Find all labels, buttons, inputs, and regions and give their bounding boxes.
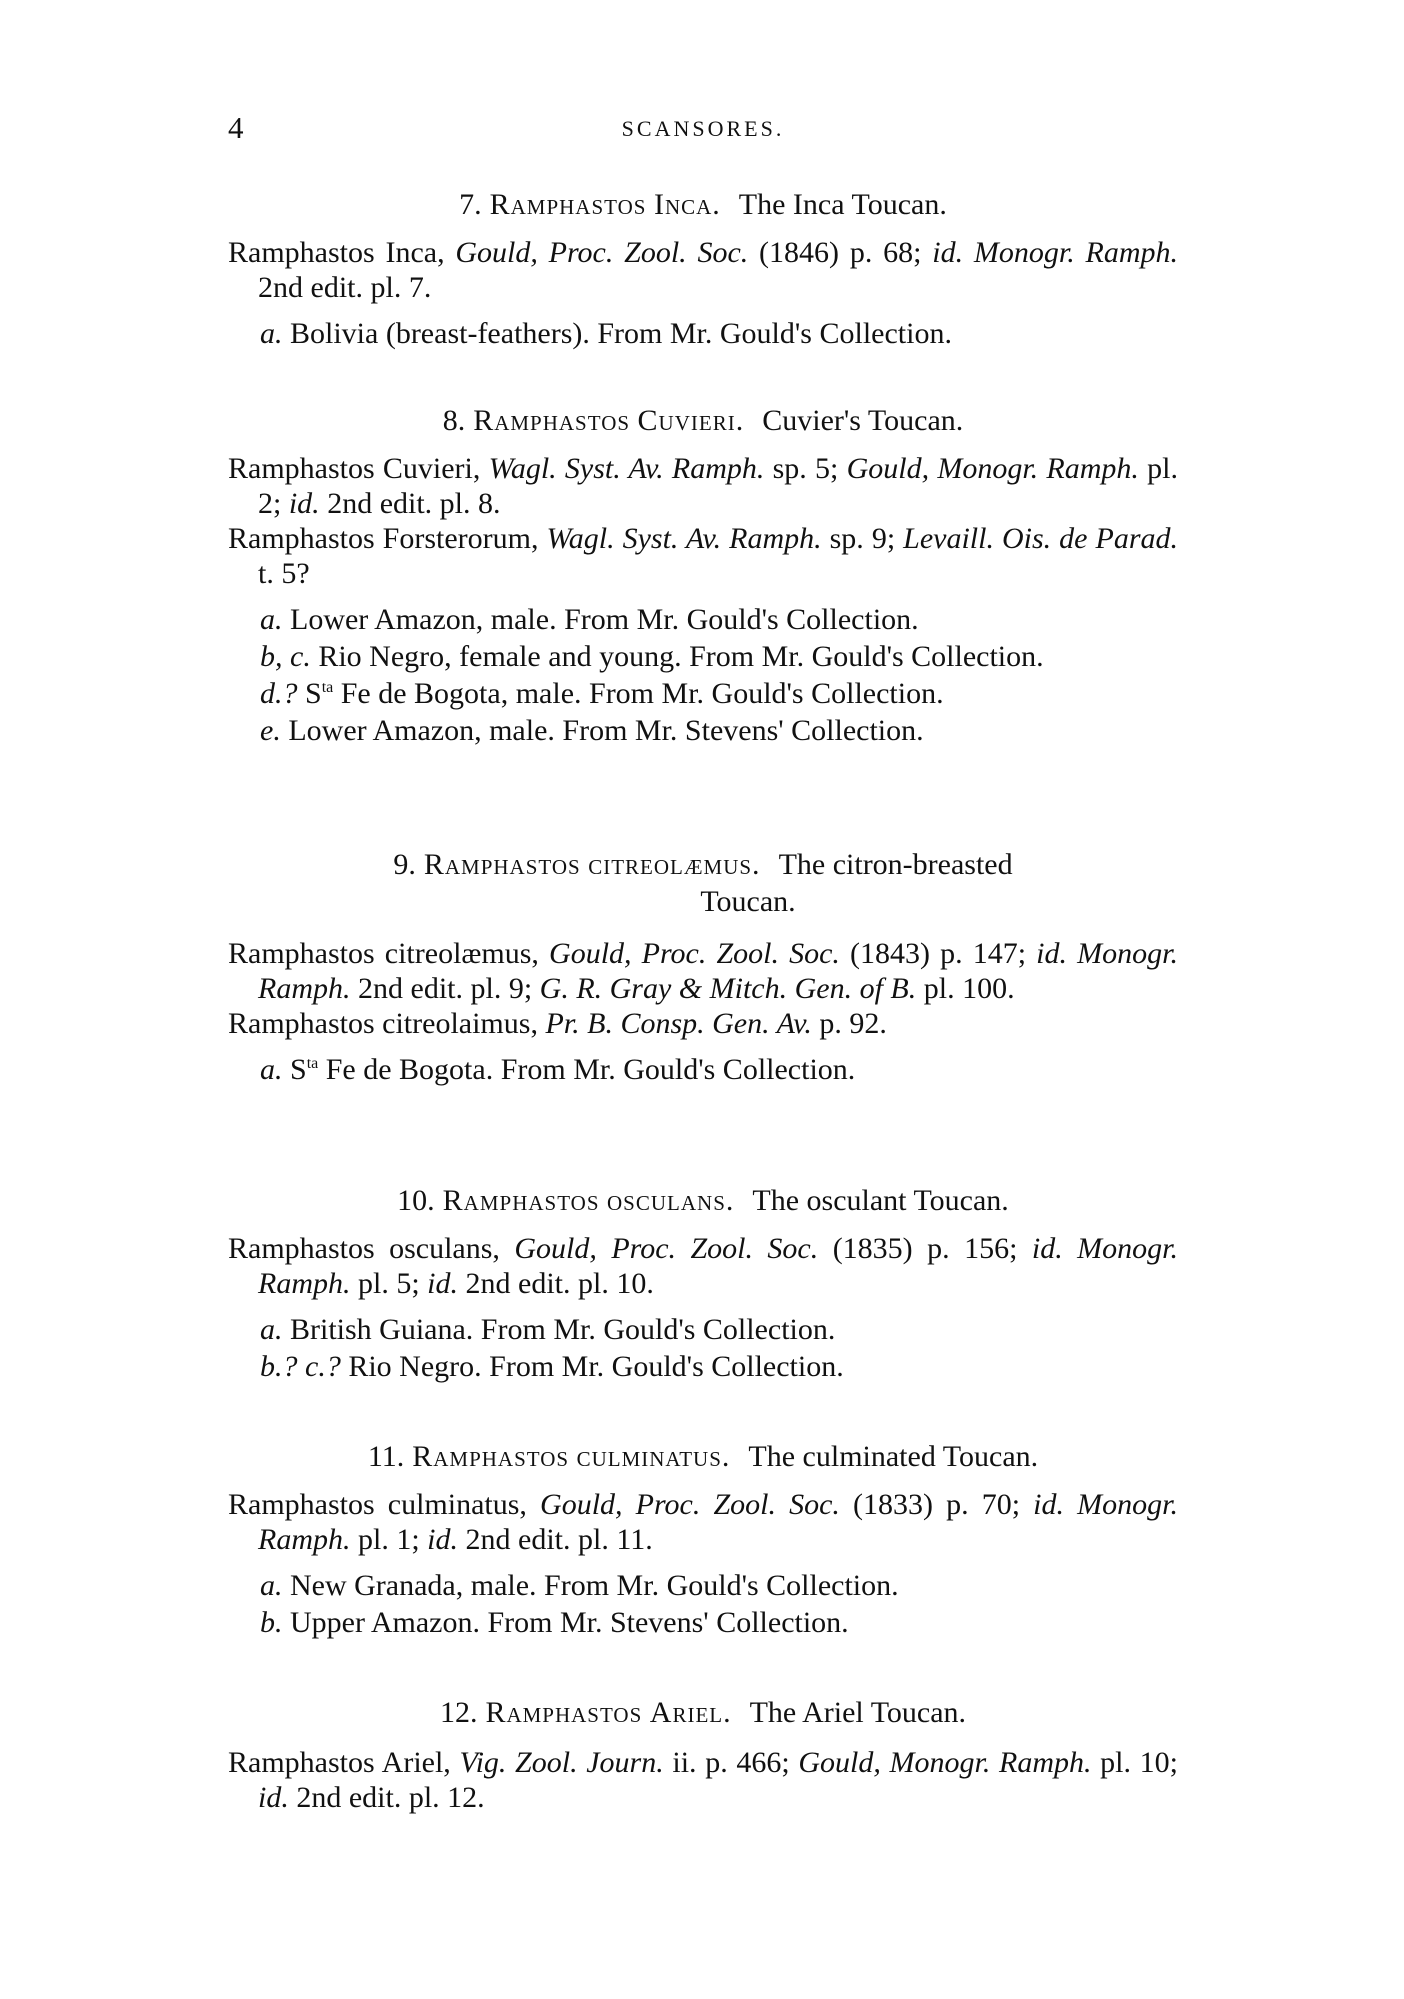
species-entry <box>228 846 1178 1088</box>
specimen: a. $S^{ta}$ Fe de Bogota. From Mr. Gould's Collection. <box>260 1053 856 1086</box>
specimen: a. Bolivia (breast-feathers). From Mr. Gould's Collection. <box>260 317 952 350</box>
page-number: 4 <box>228 110 244 145</box>
species-entry <box>228 1438 1178 1641</box>
synonym: Ramphastos citreolæmus, Gould, Proc. Zool. Soc. (1843) p. 147; id. Monogr. Ramph. 2nd edit. pl. 9; G. R. Gray & Mitch. Gen. of B. pl. 100. <box>228 937 1178 1005</box>
species-genus: Ramphastos <box>412 1440 570 1473</box>
species-common-name: The citron-breasted <box>778 848 1013 881</box>
synonym: Ramphastos Ariel, Vig. Zool. Journ. ii. p. 466; Gould, Monogr. Ramph. pl. 10; id. 2nd edit. pl. 12. <box>228 1746 1178 1814</box>
species-heading: 8. Ramphastos Cuvieri. Cuvier's Toucan. <box>442 404 964 437</box>
species-epithet: culminatus. <box>576 1440 731 1473</box>
running-head <box>228 110 1178 154</box>
specimen: a. British Guiana. From Mr. Gould's Collection. <box>260 1313 836 1346</box>
species-common-name: The Ariel Toucan. <box>749 1696 967 1729</box>
species-entry <box>228 402 1178 749</box>
specimen: a. Lower Amazon, male. From Mr. Gould's Collection. <box>260 603 919 636</box>
species-common-name: The Inca Toucan. <box>738 188 947 221</box>
specimen: b, c. Rio Negro, female and young. From Mr. Gould's Collection. <box>260 640 1044 673</box>
species-entry <box>228 1182 1178 1385</box>
species-genus: Ramphastos <box>473 404 631 437</box>
specimen-list <box>228 1311 1178 1385</box>
specimen: a. New Granada, male. From Mr. Gould's Collection. <box>260 1569 899 1602</box>
species-common-name: The osculant Toucan. <box>752 1184 1009 1217</box>
specimen: b. Upper Amazon. From Mr. Stevens' Collection. <box>260 1606 849 1639</box>
species-epithet: Ariel. <box>649 1696 732 1729</box>
specimen: b.? c.? Rio Negro. From Mr. Gould's Collection. <box>260 1350 844 1383</box>
synonym: Ramphastos citreolaimus, Pr. B. Consp. Gen. Av. p. 92. <box>228 1007 887 1040</box>
synonym: Ramphastos osculans, Gould, Proc. Zool. Soc. (1835) p. 156; id. Monogr. Ramph. pl. 5; id. 2nd edit. pl. 10. <box>228 1232 1178 1300</box>
species-heading: 9. Ramphastos citreolæmus. The citron-breasted Toucan. <box>228 846 1178 920</box>
synonym: Ramphastos Cuvieri, Wagl. Syst. Av. Ramph. sp. 5; Gould, Monogr. Ramph. pl. 2; id. 2nd edit. pl. 8. <box>228 452 1178 520</box>
species-heading: 7. Ramphastos Inca. The Inca Toucan. <box>459 188 947 221</box>
synonym: Ramphastos culminatus, Gould, Proc. Zool. Soc. (1833) p. 70; id. Monogr. Ramph. pl. 1; id. 2nd edit. pl. 11. <box>228 1488 1178 1556</box>
specimen-list <box>228 315 1178 352</box>
synonym: Ramphastos Forsterorum, Wagl. Syst. Av. Ramph. sp. 9; Levaill. Ois. de Parad. t. 5? <box>228 522 1178 590</box>
species-common-name: Cuvier's Toucan. <box>762 404 964 437</box>
species-entry <box>228 1694 1178 1815</box>
species-common-name-cont: Toucan. <box>700 885 796 918</box>
synonym: Ramphastos Inca, Gould, Proc. Zool. Soc. (1846) p. 68; id. Monogr. Ramph. 2nd edit. pl. 7. <box>228 236 1178 304</box>
species-genus: Ramphastos <box>485 1696 643 1729</box>
specimen: e. Lower Amazon, male. From Mr. Stevens' Collection. <box>260 714 924 747</box>
species-genus: Ramphastos <box>489 188 647 221</box>
species-entry <box>228 186 1178 352</box>
species-epithet: Cuvieri. <box>637 404 745 437</box>
specimen-list <box>228 1567 1178 1641</box>
species-heading: 11. Ramphastos culminatus. The culminated Toucan. <box>367 1440 1039 1473</box>
species-heading: 10. Ramphastos osculans. The osculant Toucan. <box>397 1184 1009 1217</box>
species-epithet: osculans. <box>607 1184 735 1217</box>
species-heading: 12. Ramphastos Ariel. The Ariel Toucan. <box>439 1696 967 1729</box>
species-genus: Ramphastos <box>442 1184 600 1217</box>
specimen-list <box>228 1051 1178 1088</box>
specimen: d.? $S^{ta}$ Fe de Bogota, male. From Mr. Gould's Collection. <box>260 677 944 710</box>
running-title: SCANSORES. <box>621 116 785 141</box>
species-epithet: citreolæmus. <box>588 848 761 881</box>
species-genus: Ramphastos <box>423 848 581 881</box>
species-common-name: The culminated Toucan. <box>748 1440 1039 1473</box>
species-epithet: Inca. <box>653 188 721 221</box>
specimen-list <box>228 601 1178 749</box>
